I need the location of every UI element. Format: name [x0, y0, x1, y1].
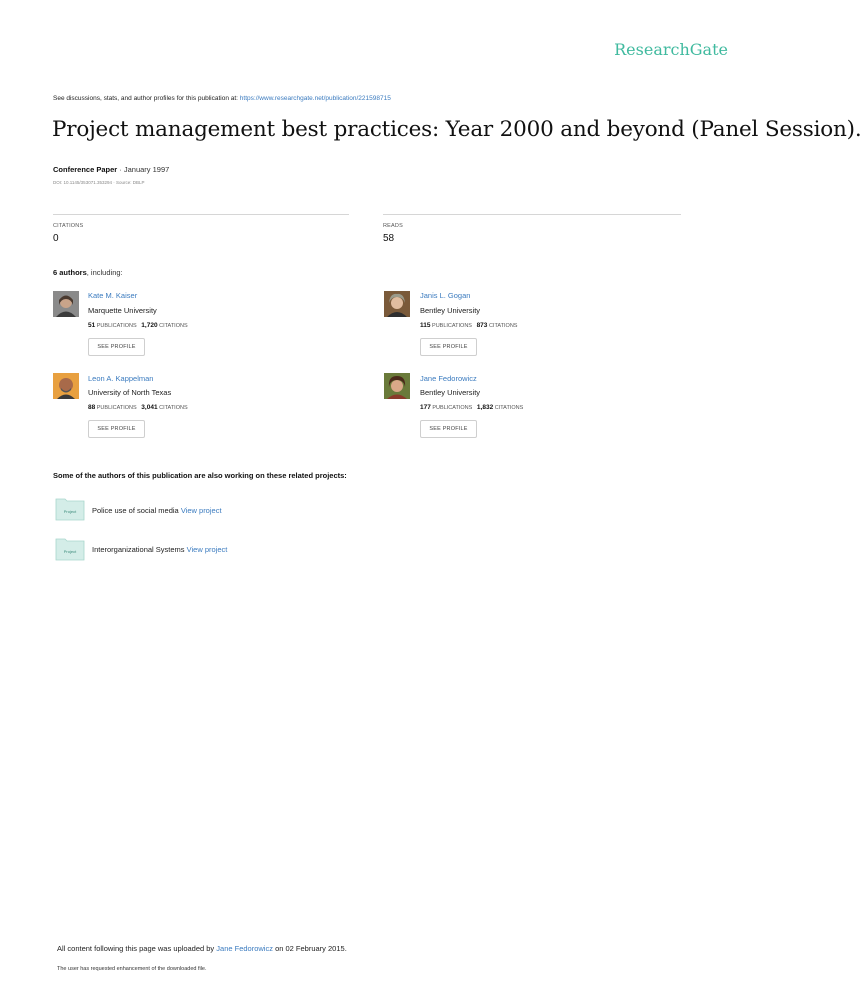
- author-citations-count: 1,832: [476, 404, 494, 411]
- project-item: [92, 506, 222, 515]
- author-publications-count: 88: [88, 404, 96, 411]
- publication-date: · January 1997: [117, 165, 170, 174]
- authors-suffix: , including:: [86, 268, 123, 277]
- see-profile-button[interactable]: SEE PROFILE: [420, 420, 477, 438]
- upload-note-suffix: on 02 February 2015.: [272, 944, 347, 953]
- publications-label: PUBLICATIONS: [96, 323, 137, 329]
- author-citations-count: 3,041: [141, 404, 158, 411]
- author-name-link[interactable]: Jane Fedorowicz: [420, 374, 477, 383]
- reads-value: 58: [383, 233, 395, 244]
- avatar[interactable]: [53, 291, 79, 317]
- projects-header: Some of the authors of this publication are also working on these related projects:: [53, 471, 347, 480]
- doi-line: DOI: 10.1145/353071.353294 · Source: DBLP: [53, 180, 145, 185]
- author-name-link[interactable]: Leon A. Kappelman: [88, 374, 154, 383]
- upload-note: [57, 944, 347, 953]
- publications-label: PUBLICATIONS: [432, 405, 473, 411]
- publication-type-line: [53, 165, 169, 174]
- author-name-link[interactable]: Janis L. Gogan: [420, 291, 471, 300]
- publication-url-link[interactable]: https://www.researchgate.net/publication/221598715: [239, 95, 391, 102]
- avatar[interactable]: [53, 373, 79, 399]
- project-folder-icon: [55, 537, 85, 561]
- publication-title: Project management best practices: Year 2000 and beyond (Panel Session).: [52, 117, 861, 142]
- citations-label: CITATIONS: [159, 323, 188, 329]
- publications-label: PUBLICATIONS: [432, 323, 472, 329]
- citations-value: 0: [53, 233, 59, 244]
- avatar[interactable]: [384, 291, 410, 317]
- view-project-link[interactable]: View project: [186, 545, 228, 554]
- project-item: [92, 545, 227, 554]
- publications-label: PUBLICATIONS: [96, 405, 137, 411]
- avatar[interactable]: [384, 373, 410, 399]
- reads-divider: [383, 214, 681, 215]
- author-institution: Marquette University: [88, 306, 157, 315]
- author-stats: [420, 404, 523, 411]
- citations-label: CITATIONS: [494, 405, 524, 411]
- citations-label: CITATIONS: [159, 405, 188, 411]
- author-citations-count: 1,720: [141, 322, 158, 329]
- see-profile-button[interactable]: SEE PROFILE: [420, 338, 477, 356]
- author-publications-count: 115: [420, 322, 431, 329]
- authors-count: 6 authors: [53, 268, 87, 277]
- top-note-text: See discussions, stats, and author profiles for this publication at:: [53, 95, 240, 102]
- upload-note-prefix: All content following this page was uploaded by: [57, 944, 217, 953]
- author-publications-count: 177: [420, 404, 431, 411]
- citations-label: CITATIONS: [488, 323, 518, 329]
- citations-label: CITATIONS: [53, 223, 84, 229]
- project-icon-label: Project: [63, 509, 77, 514]
- researchgate-logo[interactable]: ResearchGate: [614, 40, 728, 59]
- author-stats: [88, 322, 188, 329]
- author-publications-count: 51: [88, 322, 96, 329]
- project-folder-icon: [55, 497, 85, 521]
- project-name: Interorganizational Systems: [92, 545, 185, 554]
- top-note: [53, 95, 391, 102]
- author-stats: [88, 404, 188, 411]
- publication-type: Conference Paper: [53, 165, 118, 174]
- authors-header: [53, 268, 123, 277]
- see-profile-button[interactable]: SEE PROFILE: [88, 420, 145, 438]
- author-name-link[interactable]: Kate M. Kaiser: [88, 291, 138, 300]
- reads-label: READS: [383, 223, 403, 229]
- citations-divider: [53, 214, 349, 215]
- author-institution: Bentley University: [420, 388, 481, 397]
- view-project-link[interactable]: View project: [180, 506, 222, 515]
- author-citations-count: 873: [476, 322, 488, 329]
- author-institution: University of North Texas: [88, 388, 172, 397]
- project-icon-label: Project: [63, 549, 77, 554]
- author-stats: [420, 322, 517, 329]
- project-name: Police use of social media: [92, 506, 179, 515]
- see-profile-button[interactable]: SEE PROFILE: [88, 338, 145, 356]
- uploader-link[interactable]: Jane Fedorowicz: [216, 944, 273, 953]
- author-institution: Bentley University: [420, 306, 481, 315]
- enhancement-note: The user has requested enhancement of the downloaded file.: [57, 966, 207, 972]
